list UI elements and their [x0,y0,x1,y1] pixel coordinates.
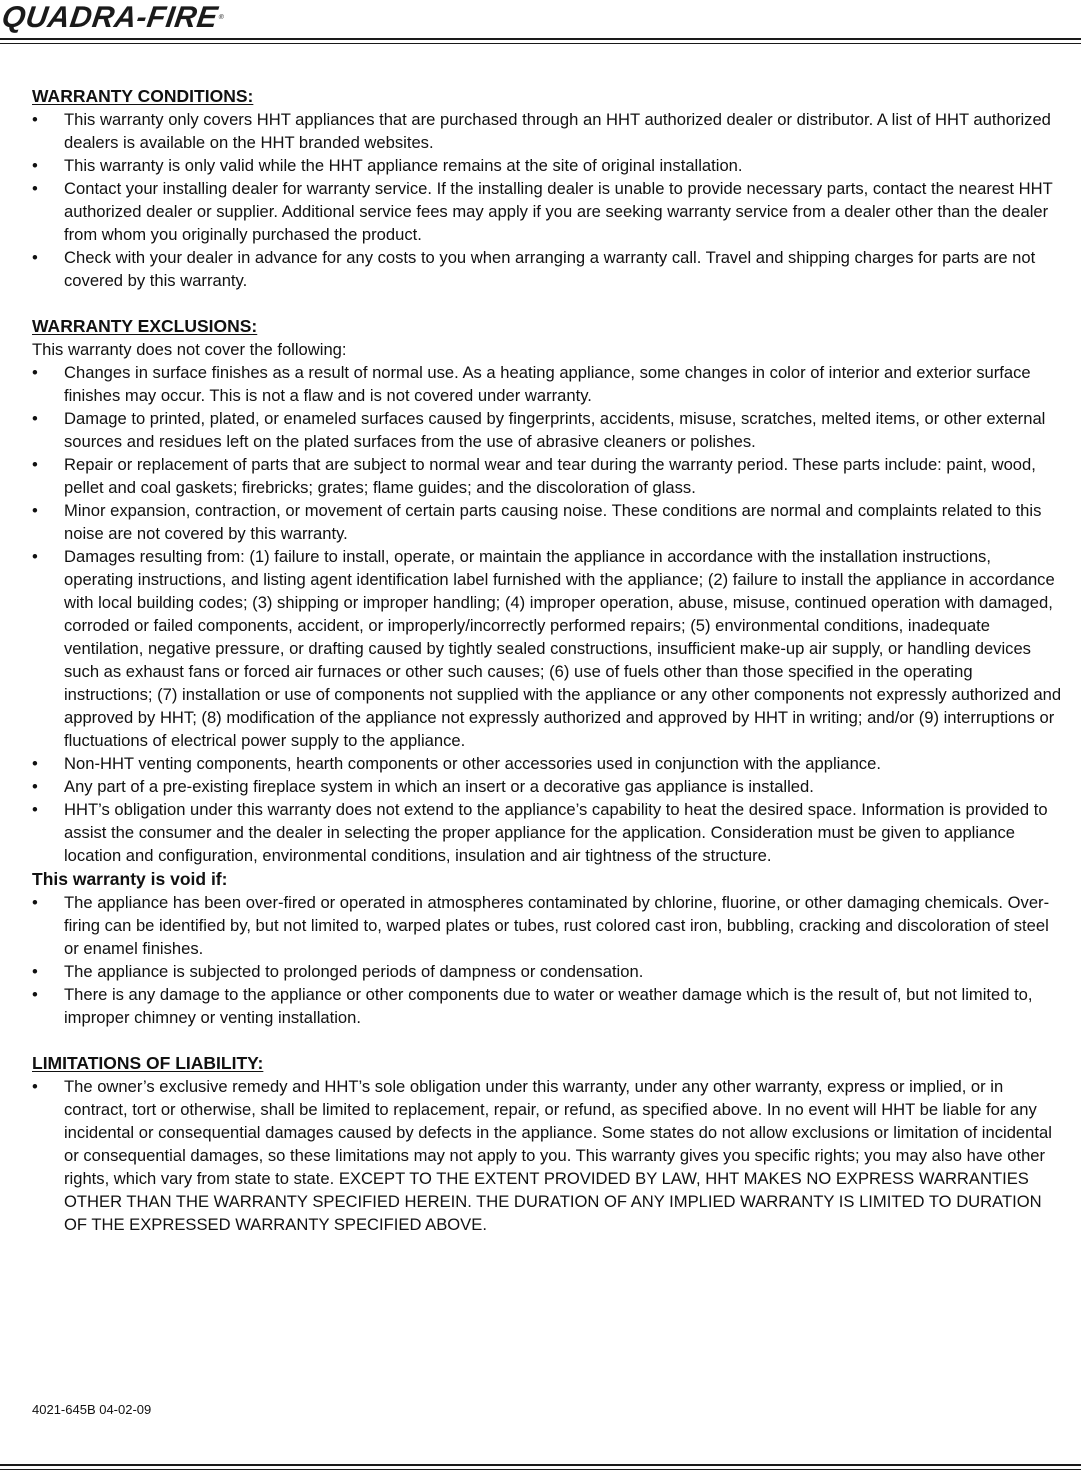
limitations-section [32,1051,1062,1236]
registered-mark: ® [218,14,225,21]
warranty-void-section [32,867,1062,1029]
list-item: • Repair or replacement of parts that are subject to normal wear and tear during the warranty period. These parts include: paint, wood, pellet and coal gaskets; firebricks; grates; flame guides; and the discoloration of glass. [32,453,1062,499]
warranty-exclusions-section [32,314,1062,867]
bullet-list [32,1075,1062,1236]
list-item: • HHT’s obligation under this warranty does not extend to the appliance’s capability to heat the desired space. Information is provided to assist the consumer and the dealer in selecting the proper appliance for the application. Consideration must be given to appliance location and configuration, environmental conditions, insulation and air tightness of the structure. [32,798,1062,867]
bullet-list [32,361,1062,867]
list-item: • Minor expansion, contraction, or movement of certain parts causing noise. These conditions are normal and complaints related to this noise are not covered by this warranty. [32,499,1062,545]
bullet-list [32,108,1062,292]
list-item: • Non-HHT venting components, hearth components or other accessories used in conjunction with the appliance. [32,752,1062,775]
list-item: • The appliance is subjected to prolonged periods of dampness or condensation. [32,960,1062,983]
section-intro: This warranty does not cover the following: [32,340,347,359]
list-item: • There is any damage to the appliance or other components due to water or weather damage which is the result of, but not limited to, improper chimney or venting installation. [32,983,1062,1029]
list-item: • Contact your installing dealer for warranty service. If the installing dealer is unable to provide necessary parts, contact the nearest HHT authorized dealer or supplier. Additional service fees may apply if you are seeking warranty service from a dealer other than the dealer from whom you originally purchased the product. [32,177,1062,246]
brand-logo [0,0,227,36]
document-code: 4021-645B 04-02-09 [32,1402,152,1417]
list-item: • The appliance has been over-fired or operated in atmospheres contaminated by chlorine, fluorine, or other damaging chemicals. Over-firing can be identified by, but not limited to, warped plates or tubes, rust colored cast iron, bubbling, cracking and discoloration of steel or enamel finishes. [32,891,1062,960]
section-heading: This warranty is void if: [32,869,228,889]
warranty-content [32,84,1062,1258]
list-item: • This warranty is only valid while the HHT appliance remains at the site of original installation. [32,154,1062,177]
list-item: • Any part of a pre-existing fireplace system in which an insert or a decorative gas appliance is installed. [32,775,1062,798]
list-item: • This warranty only covers HHT appliances that are purchased through an HHT authorized dealer or distributor. A list of HHT authorized dealers is available on the HHT branded websites. [32,108,1062,154]
list-item: • Damage to printed, plated, or enameled surfaces caused by fingerprints, accidents, misuse, scratches, melted items, or other external sources and residues left on the plated surfaces from the use of abrasive cleaners or polishes. [32,407,1062,453]
list-item: • Damages resulting from: (1) failure to install, operate, or maintain the appliance in accordance with the installation instructions, operating instructions, and listing agent identification label furnished with the appliance; (2) failure to install the appliance in accordance with local building codes; (3) shipping or improper handling; (4) improper operation, abuse, misuse, continued operation with damaged, corroded or failed components, accident, or improperly/incorrectly performed repairs; (5) environmental conditions, inadequate ventilation, negative pressure, or drafting caused by tightly sealed constructions, insufficient make-up air supply, or handling devices such as exhaust fans or forced air furnaces or other such causes; (6) use of fuels other than those specified in the operating instructions; (7) installation or use of components not supplied with the appliance or any other components not expressly authorized and approved by HHT; (8) modification of the appliance not expressly authorized and approved by HHT in writing; and/or (9) interruptions or fluctuations of electrical power supply to the appliance. [32,545,1062,752]
header-rule [0,38,1081,44]
list-item: • Changes in surface finishes as a result of normal use. As a heating appliance, some changes in color of interior and exterior surface finishes may occur. This is not a flaw and is not covered under warranty. [32,361,1062,407]
footer-rule [0,1464,1081,1470]
warranty-conditions-section [32,84,1062,292]
bullet-list [32,891,1062,1029]
section-heading: LIMITATIONS OF LIABILITY: [32,1053,264,1073]
logo-text: QUADRA-FIRE [0,1,220,34]
list-item: • Check with your dealer in advance for any costs to you when arranging a warranty call. Travel and shipping charges for parts are not covered by this warranty. [32,246,1062,292]
list-item: • The owner’s exclusive remedy and HHT’s sole obligation under this warranty, under any other warranty, express or implied, or in contract, tort or otherwise, shall be limited to replacement, repair, or refund, as specified above. In no event will HHT be liable for any incidental or consequential damages caused by defects in the appliance. Some states do not allow exclusions or limitation of incidental or consequential damages, so these limitations may not apply to you. This warranty gives you specific rights; you may also have other rights, which vary from state to state. EXCEPT TO THE EXTENT PROVIDED BY LAW, HHT MAKES NO EXPRESS WARRANTIES OTHER THAN THE WARRANTY SPECIFIED HEREIN. THE DURATION OF ANY IMPLIED WARRANTY IS LIMITED TO DURATION OF THE EXPRESSED WARRANTY SPECIFIED ABOVE. [32,1075,1062,1236]
section-heading: WARRANTY EXCLUSIONS: [32,316,258,336]
section-heading: WARRANTY CONDITIONS: [32,86,254,106]
